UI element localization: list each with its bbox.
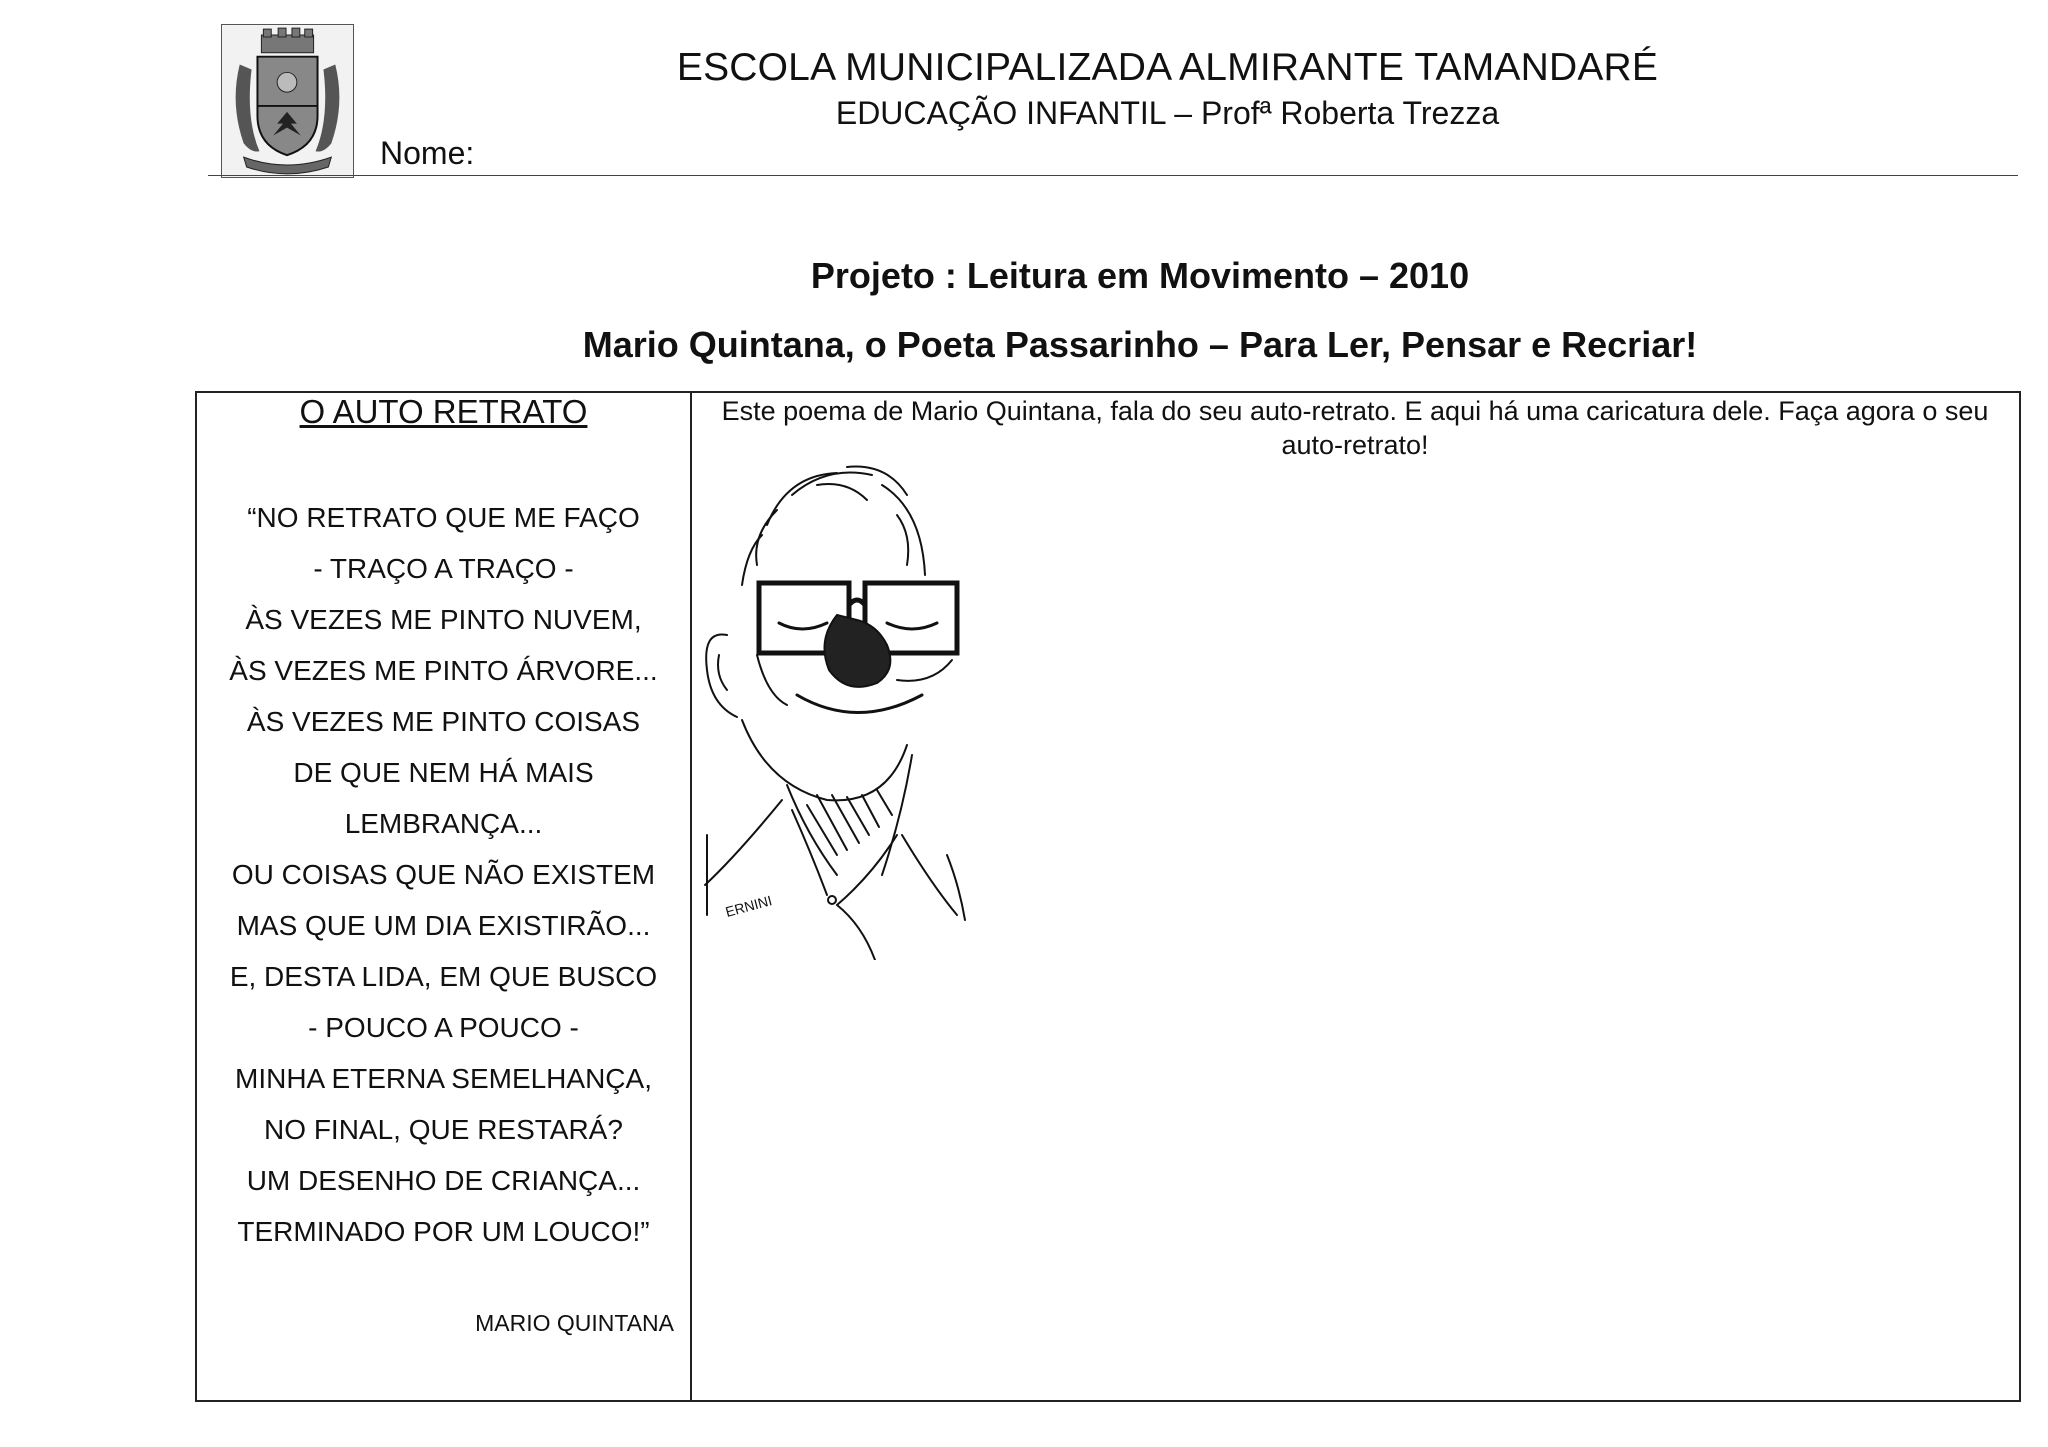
school-name: ESCOLA MUNICIPALIZADA ALMIRANTE TAMANDARÉ [676, 46, 1659, 89]
activity-instruction: Este poema de Mario Quintana, fala do seu auto-retrato. E aqui há uma caricatura dele. Faça agora o seu auto-retrato! [721, 396, 1989, 460]
header-divider [208, 175, 2018, 176]
poem-line: E, DESTA LIDA, EM QUE BUSCO [229, 961, 658, 992]
project-title: Projeto : Leitura em Movimento – 2010 [810, 255, 1470, 296]
poem-line: “NO RETRATO QUE ME FAÇO [247, 502, 640, 533]
poem-line: MINHA ETERNA SEMELHANÇA, [235, 1063, 652, 1094]
poem-line: UM DESENHO DE CRIANÇA... [246, 1165, 641, 1196]
school-subtitle: EDUCAÇÃO INFANTIL – Profª Roberta Trezza [835, 95, 1500, 131]
poem-line: NO FINAL, QUE RESTARÁ? [264, 1114, 623, 1145]
poem-line: - TRAÇO A TRAÇO - [313, 553, 574, 584]
project-subtitle: Mario Quintana, o Poeta Passarinho – Para Ler, Pensar e Recriar! [582, 324, 1698, 365]
poem-title: O AUTO RETRATO [299, 393, 588, 430]
poem-line: ÀS VEZES ME PINTO COISAS [246, 706, 641, 737]
name-field-label: Nome: [380, 135, 475, 171]
poem-line: ÀS VEZES ME PINTO NUVEM, [245, 604, 642, 635]
poem-line: - POUCO A POUCO - [308, 1012, 579, 1043]
poem-line: ÀS VEZES ME PINTO ÁRVORE... [229, 655, 658, 686]
caricature-drawing [697, 455, 1007, 960]
poem-column [197, 393, 690, 1400]
poem-line: OU COISAS QUE NÃO EXISTEM [231, 859, 656, 890]
poem-line: TERMINADO POR UM LOUCO!” [237, 1216, 650, 1247]
artist-signature: ERNINI [723, 892, 774, 920]
poem-line: MAS QUE UM DIA EXISTIRÃO... [236, 910, 651, 941]
poem-text [197, 492, 690, 1257]
column-divider [690, 391, 692, 1402]
caricature-portrait-icon [697, 455, 1007, 960]
municipal-coat-of-arms-icon [222, 25, 353, 177]
poem-line: DE QUE NEM HÁ MAIS [293, 757, 594, 788]
school-crest [221, 24, 354, 178]
poem-author: MARIO QUINTANA [475, 1310, 674, 1336]
poem-line: LEMBRANÇA... [344, 808, 543, 839]
